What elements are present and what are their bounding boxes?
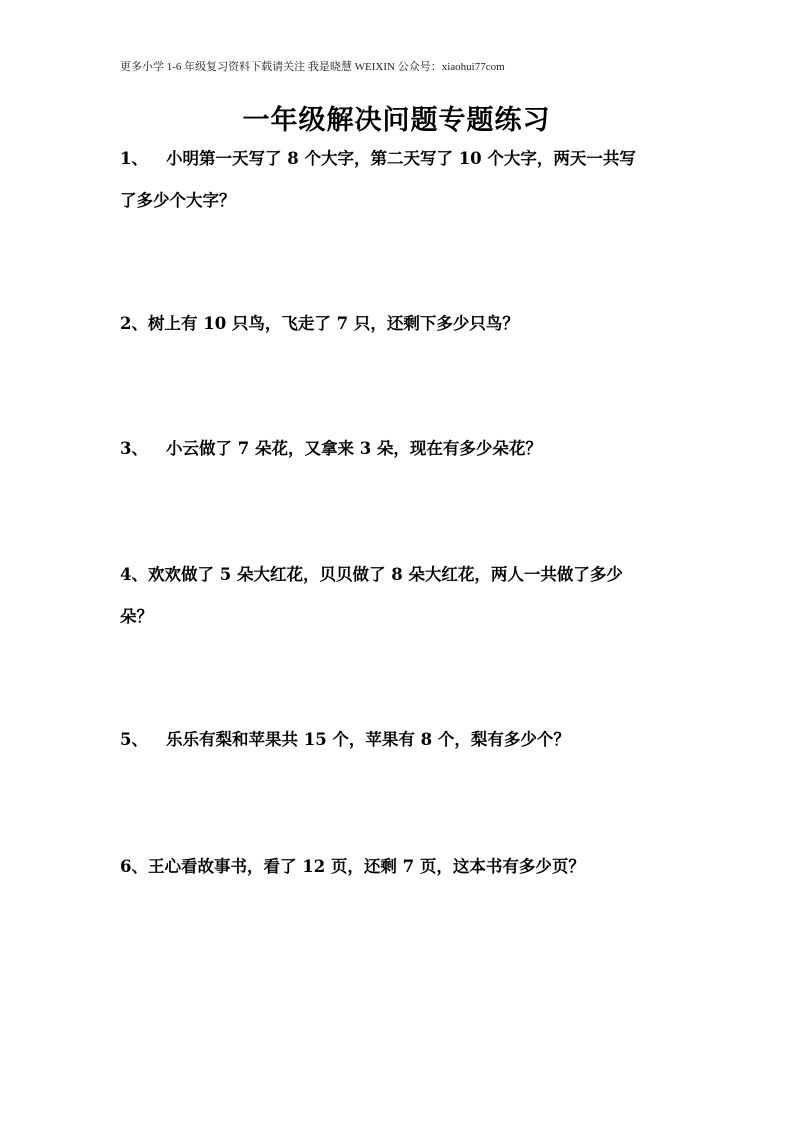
question-4-text-2: 朵？ (120, 607, 153, 626)
question-1-number: 1、 (120, 149, 148, 168)
question-2-text-1: 树上有 10 只鸟，飞走了 7 只，还剩下多少只鸟？ (147, 314, 519, 333)
question-6-number: 6、 (120, 857, 148, 876)
question-2 (120, 303, 680, 345)
question-3 (120, 428, 680, 470)
question-5-text-1: 乐乐有梨和苹果共 15 个，苹果有 8 个，梨有多少个？ (165, 730, 570, 749)
question-3-number: 3、 (120, 439, 148, 458)
page-title: 一年级解决问题专题练习 (242, 105, 551, 136)
question-3-line-1 (120, 428, 680, 470)
question-1 (120, 138, 680, 222)
question-5-number: 5、 (120, 730, 148, 749)
question-5-line-1 (120, 719, 680, 761)
question-6-text-1: 王心看故事书，看了 12 页，还剩 7 页，这本书有多少页？ (147, 857, 585, 876)
question-1-text-2: 了多少个大字？ (120, 191, 236, 210)
question-2-line-1 (120, 303, 680, 345)
question-6-line-1 (120, 846, 680, 888)
question-4-number: 4、 (120, 565, 148, 584)
header-note: 更多小学 1-6 年级复习资料下载请关注 我是晓慧 WEIXIN 公众号：xiaohui77com (120, 61, 505, 73)
question-4-text-1: 欢欢做了 5 朵大红花，贝贝做了 8 朵大红花，两人一共做了多少 (147, 565, 623, 584)
question-3-text-1: 小云做了 7 朵花，又拿来 3 朵，现在有多少朵花？ (165, 439, 542, 458)
question-5 (120, 719, 680, 761)
question-1-line-1 (120, 138, 680, 180)
question-4 (120, 554, 680, 638)
question-4-line-1 (120, 554, 680, 596)
question-1-text-1: 小明第一天写了 8 个大字，第二天写了 10 个大字，两天一共写 (165, 149, 636, 168)
question-6 (120, 846, 680, 888)
question-2-number: 2、 (120, 314, 148, 333)
